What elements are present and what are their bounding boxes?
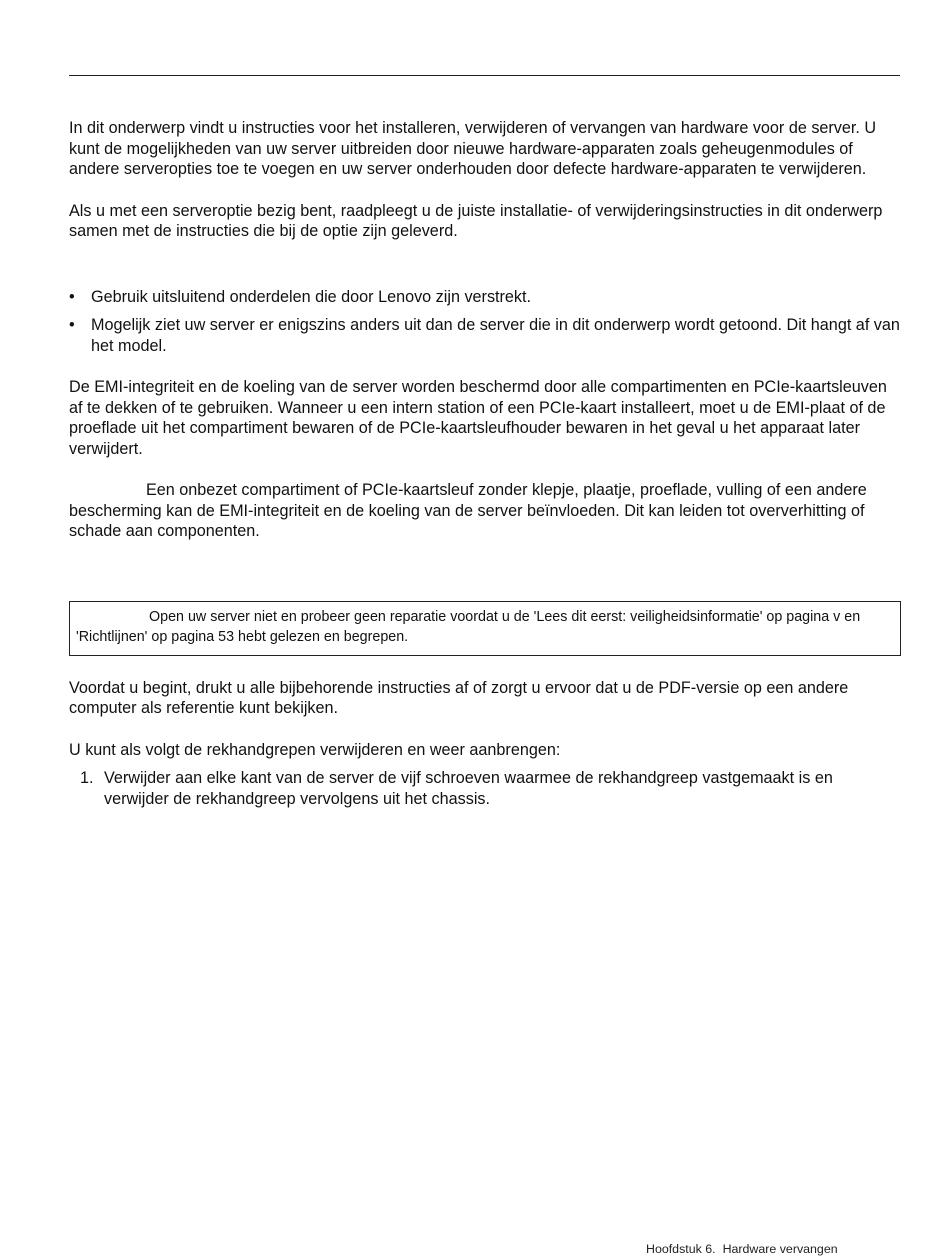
emi-paragraph: De EMI-integriteit en de koeling van de server worden beschermd door alle compartimenten en PCIe-kaartsleuven af te dekken of te gebruiken. Wanneer u een intern station of een PCIe-kaart installeert, moet u de EMI-plaat of de proeflade uit het compartiment bewaren of de PCIe-kaartsleufhouder bewaren in het geval u het apparaat later verwijdert. <box>69 378 887 458</box>
procedure-steps <box>69 768 901 809</box>
safety-warning-text: Open uw server niet en probeer geen reparatie voordat u de 'Lees dit eerst: veiligheidsinformatie' op pagina v en 'Richtlijnen' op pagina 53 hebt gelezen en begrepen. <box>76 608 861 645</box>
list-item-text: Gebruik uitsluitend onderdelen die door Lenovo zijn verstrekt. <box>91 287 532 306</box>
bullet-glyph: • <box>69 316 75 334</box>
intro-paragraph: In dit onderwerp vindt u instructies voor het installeren, verwijderen of vervangen van hardware voor de server. U kunt de mogelijkheden van uw server uitbreiden door nieuwe hardware-apparaten zoals geheugenmodules of andere serveropties toe te voegen en uw server onderhouden door defecte hardware-apparaten te verwijderen. <box>69 119 877 178</box>
footer-chapter: Hoofdstuk 6. <box>646 1242 716 1256</box>
footer-title: Hardware vervangen <box>722 1242 838 1256</box>
bullet-glyph: • <box>69 287 75 306</box>
before-begin-paragraph: Voordat u begint, drukt u alle bijbehorende instructies af of zorgt u ervoor dat u de PDF-versie op een andere computer als referentie kunt bekijken. <box>69 678 849 717</box>
list-item <box>69 315 901 356</box>
heading-spacer <box>69 242 901 287</box>
main-content <box>69 118 901 809</box>
step-number: 1. <box>80 769 94 787</box>
safety-warning-box <box>69 601 901 656</box>
list-item <box>69 287 901 308</box>
notes-list <box>69 287 901 357</box>
list-item-text: Mogelijk ziet uw server er enigszins anders uit dan de server die in dit onderwerp wordt getoond. Dit hangt af van het model. <box>91 316 900 355</box>
procedure-intro: U kunt als volgt de rekhandgrepen verwijderen en weer aanbrengen: <box>69 740 561 759</box>
step-item <box>69 768 901 809</box>
page-footer <box>646 1241 838 1257</box>
step-text: Verwijder aan elke kant van de server de vijf schroeven waarmee de rekhandgreep vastgemaakt is en verwijder de rekhandgreep vervolgens uit het chassis. <box>104 769 833 808</box>
intro-paragraph-option: Als u met een serveroptie bezig bent, raadpleegt u de juiste installatie- of verwijderingsinstructies in dit onderwerp samen met de instructies die bij de optie zijn geleverd. <box>69 201 883 240</box>
header-rule <box>69 75 900 76</box>
section-spacer <box>69 563 901 601</box>
attention-note: Een onbezet compartiment of PCIe-kaartsleuf zonder klepje, plaatje, proeflade, vulling of een andere bescherming kan de EMI-integriteit en de koeling van de server beïnvloeden. Dit kan leiden tot oververhitting of schade aan componenten. <box>69 481 867 540</box>
